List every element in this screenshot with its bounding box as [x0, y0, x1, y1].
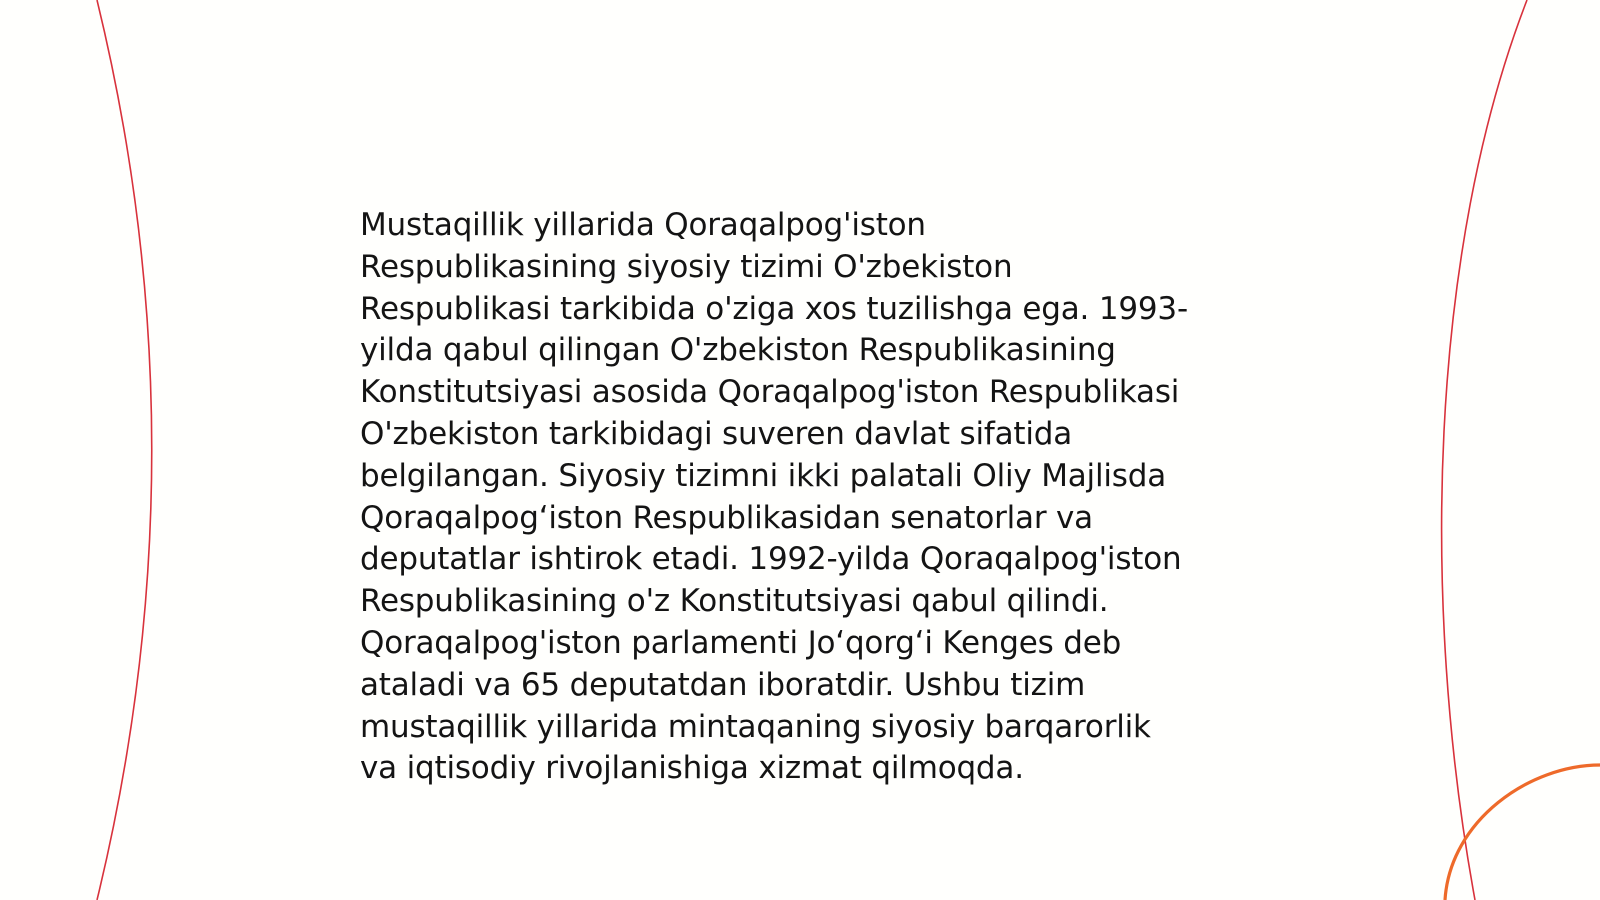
paragraph-line: Respublikasi tarkibida o'ziga xos tuzilishga ega. 1993- — [360, 290, 1188, 327]
paragraph-line: Respublikasining o'z Konstitutsiyasi qabul qilindi. — [360, 583, 1109, 620]
paragraph-line: deputatlar ishtirok etadi. 1992-yilda Qoraqalpog'iston — [360, 541, 1182, 578]
paragraph-line: mustaqillik yillarida mintaqaning siyosiy barqarorlik — [360, 708, 1151, 745]
paragraph-line: va iqtisodiy rivojlanishiga xizmat qilmoqda. — [360, 750, 1024, 787]
paragraph-line: O'zbekiston tarkibidagi suveren davlat sifatida — [360, 415, 1073, 452]
paragraph-line: Konstitutsiyasi asosida Qoraqalpog'iston Respublikasi — [360, 374, 1180, 411]
body-paragraph — [360, 205, 1250, 790]
paragraph-line: belgilangan. Siyosiy tizimni ikki palatali Oliy Majlisda — [360, 457, 1167, 494]
right-arc — [1442, 0, 1527, 900]
left-arc — [97, 0, 152, 900]
corner-arc — [1445, 765, 1600, 900]
paragraph-line: yilda qabul qilingan O'zbekiston Respublikasining — [360, 332, 1116, 369]
paragraph-line: Respublikasining siyosiy tizimi O'zbekiston — [360, 248, 1013, 285]
paragraph-line: Mustaqillik yillarida Qoraqalpog'iston — [360, 207, 926, 243]
paragraph-line: ataladi va 65 deputatdan iboratdir. Ushbu tizim — [360, 666, 1086, 703]
paragraph-line: Qoraqalpog'iston parlamenti Joʻqorgʻi Kenges deb — [360, 624, 1122, 661]
paragraph-line: Qoraqalpogʻiston Respublikasidan senatorlar va — [360, 499, 1093, 536]
